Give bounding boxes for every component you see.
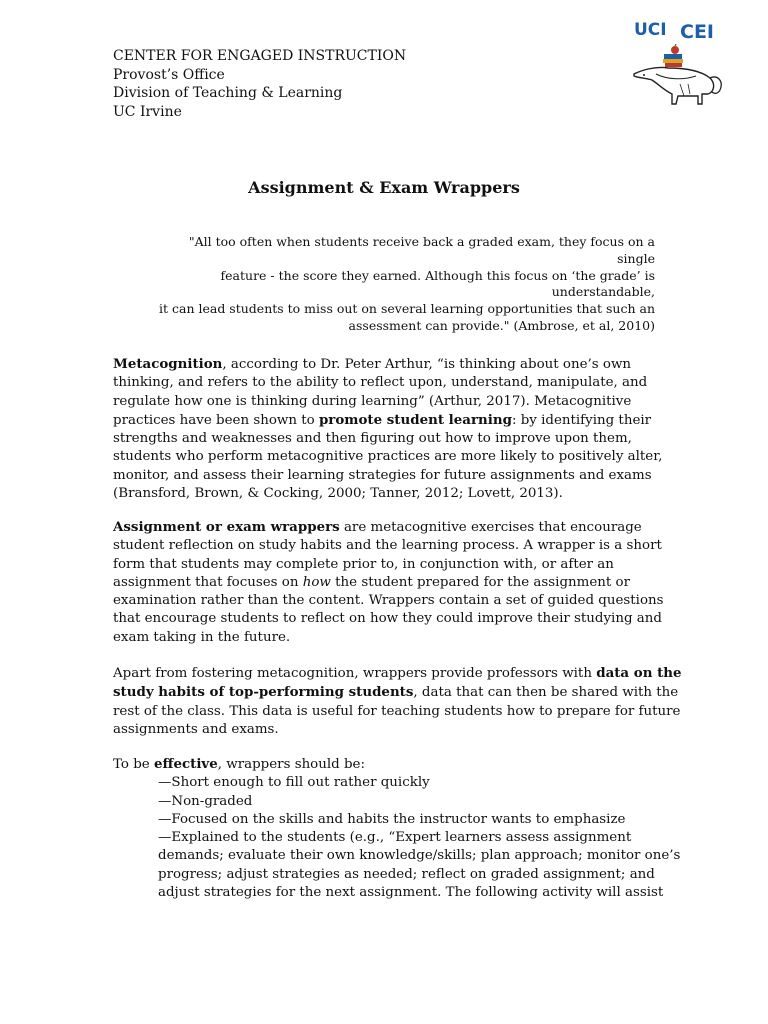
anteater-icon [628, 44, 724, 108]
opening-quote [150, 234, 655, 335]
text-line: examination rather than the content. Wrappers contain a set of guided questions [113, 593, 664, 609]
emphasis-study-habits: study habits of top-performing students [113, 684, 414, 701]
list-item: —Short enough to fill out rather quickly [158, 775, 430, 791]
text-line: (Bransford, Brown, & Cocking, 2000; Tanner, 2012; Lovett, 2013). [113, 486, 563, 502]
text-run: , wrappers should be: [217, 757, 365, 772]
text-run: : by identifying their [511, 412, 652, 428]
header-line-4: UC Irvine [113, 103, 182, 120]
quote-line: it can lead students to miss out on several learning opportunities that such an [159, 301, 655, 317]
text-run: assignment that focuses on [113, 574, 303, 590]
institution-header [113, 47, 406, 121]
text-line: that encourage students to reflect on how they could improve their studying and [113, 611, 662, 627]
data-benefit-paragraph [113, 664, 682, 739]
text-line: thinking, and refers to the ability to reflect upon, understand, manipulate, and [113, 375, 648, 391]
text-line: assignments and exams. [113, 721, 279, 737]
list-item-continued: progress; adjust strategies as needed; reflect on graded assignment; and [158, 866, 655, 882]
text-run: the student prepared for the assignment or [330, 574, 630, 590]
list-item: —Focused on the skills and habits the instructor wants to emphasize [158, 811, 626, 827]
list-item-continued: adjust strategies for the next assignment. The following activity will assist [158, 885, 664, 901]
metacognition-paragraph [113, 355, 661, 503]
text-run: To be [113, 757, 154, 772]
header-line-1: CENTER FOR ENGAGED INSTRUCTION [113, 48, 407, 64]
text-run: , according to Dr. Peter Arthur, “is thinking about one’s own [222, 357, 632, 372]
header-line-3: Division of Teaching & Learning [113, 85, 343, 101]
emphasis-how: how [302, 574, 331, 590]
emphasis-effective: effective [153, 756, 218, 772]
text-run: are metacognitive exercises that encourage [339, 520, 642, 535]
quote-line: feature - the score they earned. Although this focus on ‘the grade’ is understandable, [220, 267, 655, 300]
term-wrappers: Assignment or exam wrappers [113, 519, 340, 535]
text-line: strengths and weaknesses and then figuring out how to improve upon them, [113, 431, 632, 447]
list-item: —Explained to the students (e.g., “Expert learners assess assignment [158, 830, 632, 846]
emphasis-promote-learning: promote student learning [318, 411, 512, 428]
text-line: students who perform metacognitive practices are more likely to positively alter, [113, 449, 663, 465]
wrappers-definition-paragraph [113, 518, 664, 647]
text-line: regulate how one is thinking during learning” (Arthur, 2017). Metacognitive [113, 393, 632, 409]
term-metacognition: Metacognition [113, 356, 223, 372]
page-title: Assignment & Exam Wrappers [248, 178, 520, 197]
quote-line: assessment can provide." (Ambrose, et al, 2010) [348, 317, 655, 333]
text-run: , data that can then be shared with the [413, 685, 679, 701]
logo-uci-text: UCI [634, 20, 667, 40]
quote-line: "All too often when students receive back a graded exam, they focus on a single [188, 234, 655, 266]
uci-cei-logo [628, 20, 728, 110]
emphasis-data: data on the [596, 665, 682, 681]
text-line: rest of the class. This data is useful for teaching students how to prepare for future [113, 703, 681, 719]
header-line-2: Provost’s Office [113, 66, 225, 83]
list-item-continued: demands; evaluate their own knowledge/skills; plan approach; monitor one’s [158, 848, 681, 864]
list-item: —Non-graded [158, 793, 253, 809]
text-run: Apart from fostering metacognition, wrappers provide professors with [113, 666, 597, 681]
text-run: practices have been shown to [113, 412, 319, 428]
logo-cei-text: CEI [680, 21, 714, 43]
text-line: monitor, and assess their learning strategies for future assignments and exams [113, 467, 652, 483]
text-line: exam taking in the future. [113, 629, 291, 645]
effective-wrappers-list [113, 755, 681, 902]
text-line: student reflection on study habits and the learning process. A wrapper is a short [113, 538, 662, 554]
text-line: form that students may complete prior to, in conjunction with, or after an [113, 556, 614, 572]
